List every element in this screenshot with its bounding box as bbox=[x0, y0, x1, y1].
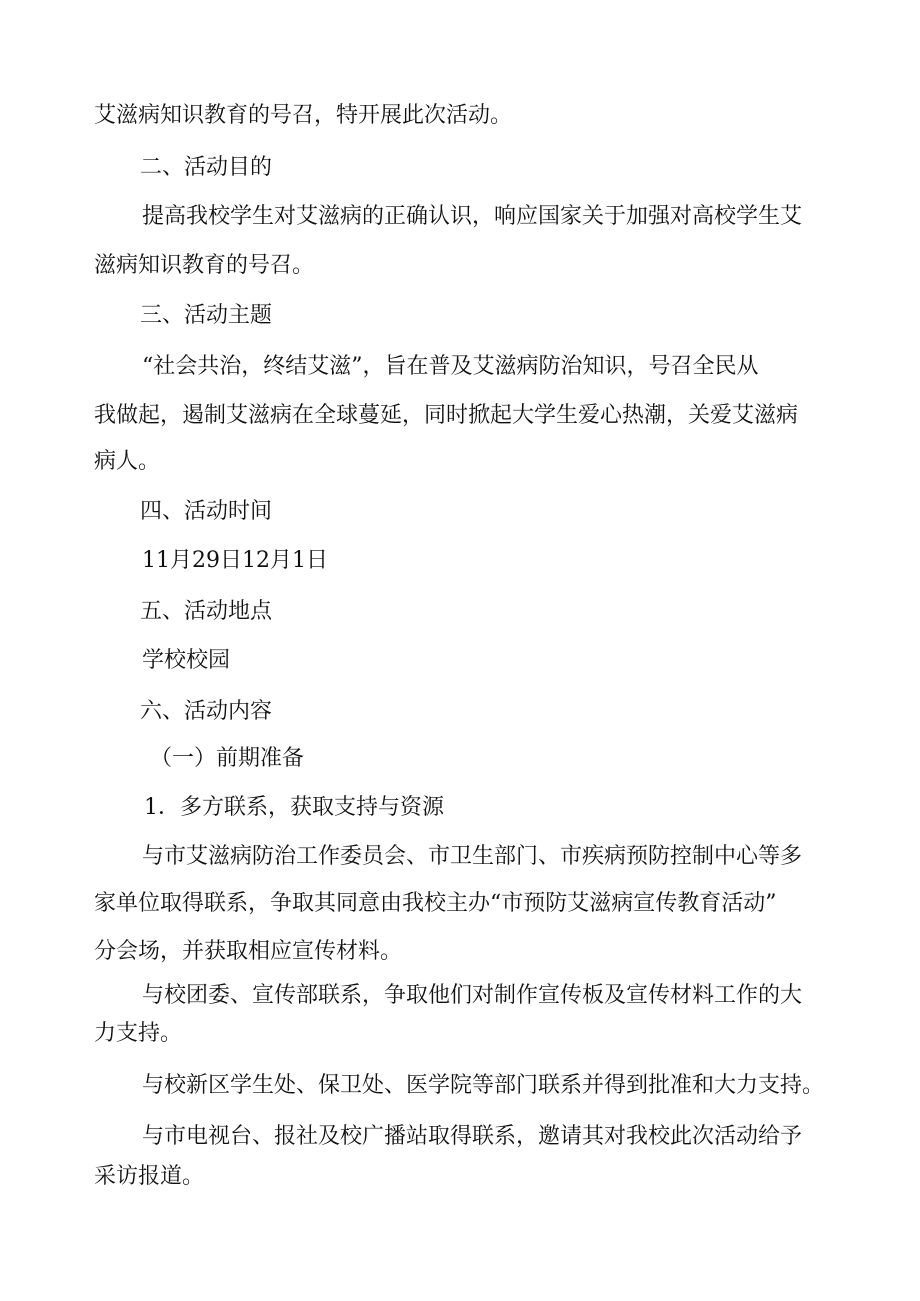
paragraph-line: 与校团委、宣传部联系，争取他们对制作宣传板及宣传材料工作的大 bbox=[142, 983, 803, 1008]
paragraph-line: 滋病知识教育的号召。 bbox=[94, 253, 315, 278]
section-heading-content: 六、活动内容 bbox=[140, 699, 273, 724]
paragraph-line: 与校新区学生处、保卫处、医学院等部门联系并得到批准和大力支持。 bbox=[142, 1073, 825, 1098]
paragraph-line: 11月29日12月1日 bbox=[142, 548, 328, 573]
paragraph-line: 艾滋病知识教育的号召，特开展此次活动。 bbox=[94, 103, 513, 128]
paragraph-line: 学校校园 bbox=[142, 648, 231, 673]
paragraph-line: 病人。 bbox=[94, 449, 161, 474]
paragraph-line: 与市艾滋病防治工作委员会、市卫生部门、市疾病预防控制中心等多 bbox=[142, 844, 803, 869]
paragraph-line: 分会场，并获取相应宣传材料。 bbox=[94, 939, 403, 964]
section-heading-purpose: 二、活动目的 bbox=[140, 155, 273, 180]
paragraph-line: 家单位取得联系，争取其同意由我校主办“市预防艾滋病宣传教育活动” bbox=[94, 891, 777, 916]
subsection-heading: （一）前期准备 bbox=[150, 746, 305, 771]
paragraph-line: 力支持。 bbox=[94, 1021, 183, 1046]
section-heading-time: 四、活动时间 bbox=[140, 499, 273, 524]
paragraph-line: 采访报道。 bbox=[94, 1164, 205, 1189]
section-heading-location: 五、活动地点 bbox=[140, 599, 273, 624]
paragraph-line: 我做起，遏制艾滋病在全球蔓延，同时掀起大学生爱心热潮，关爱艾滋病 bbox=[94, 403, 799, 428]
section-heading-theme: 三、活动主题 bbox=[140, 303, 273, 328]
paragraph-line: 提高我校学生对艾滋病的正确认识，响应国家关于加强对高校学生艾 bbox=[142, 204, 803, 229]
paragraph-line: 与市电视台、报社及校广播站取得联系，邀请其对我校此次活动给予 bbox=[142, 1124, 803, 1149]
paragraph-line: “社会共治，终结艾滋”，旨在普及艾滋病防治知识，号召全民从 bbox=[142, 354, 759, 379]
subsection-item-heading: 1．多方联系，获取支持与资源 bbox=[144, 795, 444, 820]
